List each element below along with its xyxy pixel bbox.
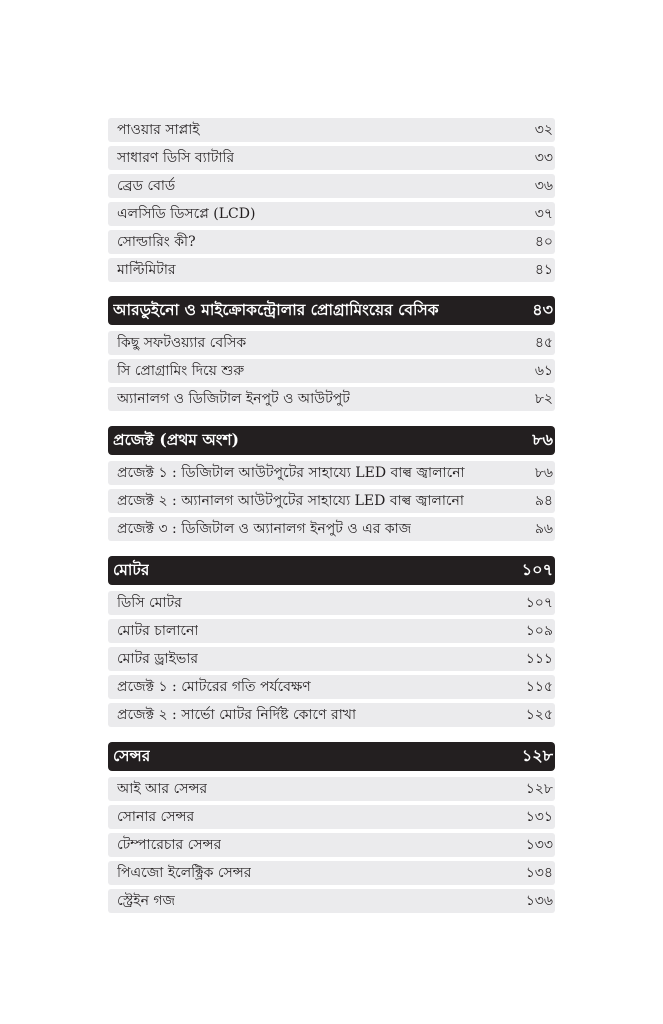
- toc-entry-title: পাওয়ার সাপ্লাই: [117, 122, 200, 138]
- toc-entry[interactable]: [108, 258, 555, 282]
- chapter-header[interactable]: [108, 742, 555, 771]
- toc-entry-page: ৮৬: [534, 465, 553, 481]
- toc-section-projects-part-one: [108, 426, 555, 541]
- chapter-header[interactable]: [108, 426, 555, 455]
- toc-entry-title: আই আর সেন্সর: [117, 781, 208, 797]
- toc-section-sensor: [108, 742, 555, 913]
- toc-section-arduino-basics: [108, 296, 555, 411]
- toc-entry[interactable]: [108, 387, 555, 411]
- toc-entry-title: কিছু সফটওয়্যার বেসিক: [117, 335, 247, 351]
- toc-section-intro: [108, 118, 555, 282]
- toc-entry-page: ৪০: [534, 234, 553, 250]
- toc-entry-page: ৬১: [534, 363, 553, 379]
- toc-entry-title: সাধারণ ডিসি ব্যাটারি: [117, 150, 235, 166]
- toc-entry[interactable]: [108, 777, 555, 801]
- toc-entry-title: সোল্ডারিং কী?: [117, 234, 196, 250]
- chapter-header[interactable]: [108, 296, 555, 325]
- table-of-contents: [108, 118, 555, 928]
- toc-entry[interactable]: [108, 591, 555, 615]
- toc-entry[interactable]: [108, 703, 555, 727]
- toc-entry[interactable]: [108, 517, 555, 541]
- toc-entry-title: প্রজেক্ট ৩ : ডিজিটাল ও অ্যানালগ ইনপুট ও এর কাজ: [117, 521, 412, 537]
- chapter-page: ১০৭: [521, 560, 553, 579]
- toc-entry[interactable]: [108, 861, 555, 885]
- toc-entry[interactable]: [108, 675, 555, 699]
- chapter-header[interactable]: [108, 556, 555, 585]
- toc-entry[interactable]: [108, 359, 555, 383]
- toc-entry-title: প্রজেক্ট ২ : অ্যানালগ আউটপুটের সাহায্যে LED বাল্ব জ্বালানো: [117, 493, 464, 509]
- toc-entry-title: এলসিডি ডিসপ্লে (LCD): [117, 206, 256, 222]
- toc-entry-page: ৩৭: [534, 206, 553, 222]
- toc-entry[interactable]: [108, 889, 555, 913]
- toc-entry-page: ৯৪: [534, 493, 553, 509]
- toc-entry-page: ৩২: [534, 122, 553, 138]
- toc-entry-title: মোটর চালানো: [117, 623, 199, 639]
- toc-entry[interactable]: [108, 146, 555, 170]
- chapter-title: মোটর: [113, 559, 150, 579]
- toc-entry[interactable]: [108, 647, 555, 671]
- toc-entry-page: ৮২: [534, 391, 553, 407]
- toc-entry[interactable]: [108, 118, 555, 142]
- chapter-title: প্রজেক্ট (প্রথম অংশ): [113, 429, 239, 449]
- toc-entry-page: ৪১: [534, 262, 553, 278]
- toc-entry-page: ৩৬: [534, 178, 553, 194]
- toc-entry-page: ১০৯: [525, 623, 553, 639]
- toc-entry-title: ব্রেড বোর্ড: [117, 178, 176, 194]
- toc-section-motor: [108, 556, 555, 727]
- chapter-page: ১২৮: [521, 746, 553, 765]
- toc-entry-page: ১৩৬: [525, 893, 553, 909]
- toc-entry-title: প্রজেক্ট ২ : সার্ভো মোটর নির্দিষ্ট কোণে রাখা: [117, 707, 357, 723]
- toc-entry-title: মোটর ড্রাইভার: [117, 651, 199, 667]
- toc-entry-page: ১২৫: [525, 707, 553, 723]
- toc-entry-title: পিএজো ইলেক্ট্রিক সেন্সর: [117, 865, 252, 881]
- toc-entry[interactable]: [108, 230, 555, 254]
- toc-entry[interactable]: [108, 489, 555, 513]
- toc-entry[interactable]: [108, 619, 555, 643]
- toc-entry-page: ১৩৪: [525, 865, 553, 881]
- toc-entry-page: ৩৩: [534, 150, 553, 166]
- toc-entry[interactable]: [108, 331, 555, 355]
- toc-entry-page: ১১১: [525, 651, 553, 667]
- toc-entry[interactable]: [108, 174, 555, 198]
- toc-entry-title: অ্যানালগ ও ডিজিটাল ইনপুট ও আউটপুট: [117, 391, 350, 407]
- toc-entry[interactable]: [108, 833, 555, 857]
- chapter-title: সেন্সর: [113, 745, 151, 765]
- toc-entry-title: ডিসি মোটর: [117, 595, 182, 611]
- toc-entry-title: সোনার সেন্সর: [117, 809, 195, 825]
- toc-entry-page: ৯৬: [534, 521, 553, 537]
- toc-entry-title: সি প্রোগ্রামিং দিয়ে শুরু: [117, 363, 245, 379]
- chapter-page: ৮৬: [532, 430, 553, 449]
- toc-entry-title: টেম্পারেচার সেন্সর: [117, 837, 222, 853]
- toc-entry-title: স্ট্রেইন গজ: [117, 893, 176, 909]
- toc-entry[interactable]: [108, 805, 555, 829]
- toc-entry[interactable]: [108, 202, 555, 226]
- toc-entry-page: ১০৭: [525, 595, 553, 611]
- toc-entry-page: ১১৫: [525, 679, 553, 695]
- toc-entry-title: প্রজেক্ট ১ : মোটরের গতি পর্যবেক্ষণ: [117, 679, 311, 695]
- toc-entry-title: মাল্টিমিটার: [117, 262, 176, 278]
- toc-entry-title: প্রজেক্ট ১ : ডিজিটাল আউটপুটের সাহায্যে LED বাল্ব জ্বালানো: [117, 465, 465, 481]
- chapter-title: আরডুইনো ও মাইক্রোকন্ট্রোলার প্রোগ্রামিংয়ের বেসিক: [113, 299, 439, 319]
- toc-entry-page: ১২৮: [525, 781, 553, 797]
- chapter-page: ৪৩: [532, 300, 553, 319]
- toc-entry[interactable]: [108, 461, 555, 485]
- toc-entry-page: ১৩৩: [525, 837, 553, 853]
- toc-entry-page: ১৩১: [525, 809, 553, 825]
- toc-entry-page: ৪৫: [534, 335, 553, 351]
